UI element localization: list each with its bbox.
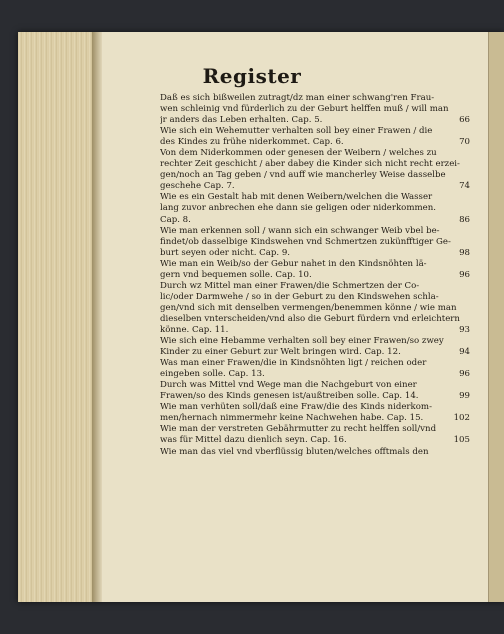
register-entry <box>160 424 470 446</box>
entry-line: lang zuvor anbrechen ehe dann sie geligen oder niderkommen. <box>160 203 437 214</box>
register-entry <box>160 358 470 380</box>
gutter-shadow <box>92 32 102 602</box>
register-entry <box>160 447 470 458</box>
register-entry <box>160 226 470 259</box>
entry-line: dieselben vnterscheiden/vnd also die Geburt fürdern vnd erleichtern <box>160 313 460 324</box>
entry-line: Wie sich eine Hebamme verhalten soll bey einer Frawen/so zwey <box>160 336 444 347</box>
entry-line: Daß es sich bißweilen zutragt/dz man einer schwang'ren Frau- <box>160 93 435 103</box>
entry-last-line <box>160 347 470 358</box>
entry-line: Wie man der verstreten Gebährmutter zu recht helffen soll/vnd <box>160 424 437 435</box>
page-number: 105 <box>453 435 470 446</box>
page-number: 98 <box>459 247 470 258</box>
entry-line: lic/oder Darmwehe / so in der Geburt zu den Kindswehen schla- <box>160 291 439 302</box>
entry-last-line <box>160 391 470 402</box>
entry-last-line <box>160 435 470 446</box>
entry-line: des Kindes zu frühe niderkommet. Cap. 6. <box>160 137 344 148</box>
entry-last-line <box>160 181 470 192</box>
entry-last-line <box>160 248 470 259</box>
entry-line: was für Mittel dazu dienlich seyn. Cap. 16. <box>160 435 347 446</box>
entry-line: Von dem Niderkommen oder genesen der Weibern / welches zu <box>160 148 437 159</box>
register-entry <box>160 402 470 424</box>
register-entry <box>160 281 470 336</box>
entry-line: gen/vnd sich mit denselben vermengen/benemmen könne / wie man <box>160 302 457 313</box>
entry-line: wen schleinig vnd fürderlich zu der Geburt helffen muß / will man <box>160 104 449 115</box>
register-entry <box>160 259 470 281</box>
register-entry <box>160 148 470 192</box>
entry-line: Cap. 8. <box>160 214 191 225</box>
entry-last-line <box>160 215 470 226</box>
entry-last-line <box>160 325 470 336</box>
register-entry <box>160 192 470 225</box>
register-entry <box>160 126 470 148</box>
entry-line: Durch wz Mittel man einer Frawen/die Schmertzen der Co- <box>160 280 420 291</box>
page-title: Register <box>202 64 302 88</box>
entry-line: rechter Zeit geschicht / aber dabey die Kinder sich nicht recht erzei- <box>160 159 460 170</box>
register-entries <box>160 93 470 458</box>
entry-line: Was man einer Frawen/die in Kindsnöhten ligt / reichen oder <box>160 358 427 369</box>
register-entry <box>160 93 470 126</box>
facing-page-edge <box>488 32 504 602</box>
page-number: 70 <box>459 137 470 148</box>
entry-line: eingeben solle. Cap. 13. <box>160 369 265 380</box>
register-entry <box>160 380 470 402</box>
page-number: 66 <box>459 115 470 126</box>
page-edges <box>18 32 93 602</box>
entry-line: gen/noch an Tag geben / vnd auff wie mancherley Weise dasselbe <box>160 170 446 181</box>
entry-last-line <box>160 413 470 424</box>
entry-line: Frawen/so des Kinds genesen ist/außtreiben solle. Cap. 14. <box>160 391 419 402</box>
entry-last-line <box>160 369 470 380</box>
entry-last-line <box>160 270 470 281</box>
register-entry <box>160 336 470 358</box>
entry-last-line <box>160 115 470 126</box>
entry-line: geschehe Cap. 7. <box>160 181 235 192</box>
entry-line: Durch was Mittel vnd Wege man die Nachgeburt von einer <box>160 380 417 391</box>
entry-line: jr anders das Leben erhalten. Cap. 5. <box>160 115 323 126</box>
entry-line: Wie man verhüten soll/daß eine Fraw/die des Kinds niderkom- <box>160 402 432 413</box>
entry-line: Wie sich ein Wehemutter verhalten soll bey einer Frawen / die <box>160 126 433 137</box>
entry-last-line <box>160 137 470 148</box>
entry-line: men/hernach nimmermehr keine Nachwehen habe. Cap. 15. <box>160 413 424 424</box>
entry-line: Wie man erkennen soll / wann sich ein schwanger Weib vbel be- <box>160 225 440 236</box>
entry-line: findet/ob dasselbige Kindswehen vnd Schmertzen zukünfftiger Ge- <box>160 236 451 247</box>
page-number: 94 <box>459 347 470 358</box>
entry-line: Wie man ein Weib/so der Gebur nahet in den Kindsnöhten lä- <box>160 258 427 269</box>
entry-line: Wie man das viel vnd vberflüssig bluten/welches offtmals den <box>160 446 429 457</box>
entry-line: Wie es ein Gestalt hab mit denen Weibern/welchen die Wasser <box>160 192 433 203</box>
entry-line: burt seyen oder nicht. Cap. 9. <box>160 247 291 258</box>
page-number: 86 <box>459 214 470 225</box>
entry-line: könne. Cap. 11. <box>160 324 229 335</box>
page-number: 74 <box>459 181 470 192</box>
entry-line: Kinder zu einer Geburt zur Welt bringen wird. Cap. 12. <box>160 347 401 358</box>
entry-line: gern vnd bequemen solle. Cap. 10. <box>160 269 312 280</box>
page-number: 102 <box>453 413 470 424</box>
page-number: 96 <box>459 369 470 380</box>
page-number: 96 <box>459 269 470 280</box>
page-number: 99 <box>459 391 470 402</box>
page-number: 93 <box>459 324 470 335</box>
